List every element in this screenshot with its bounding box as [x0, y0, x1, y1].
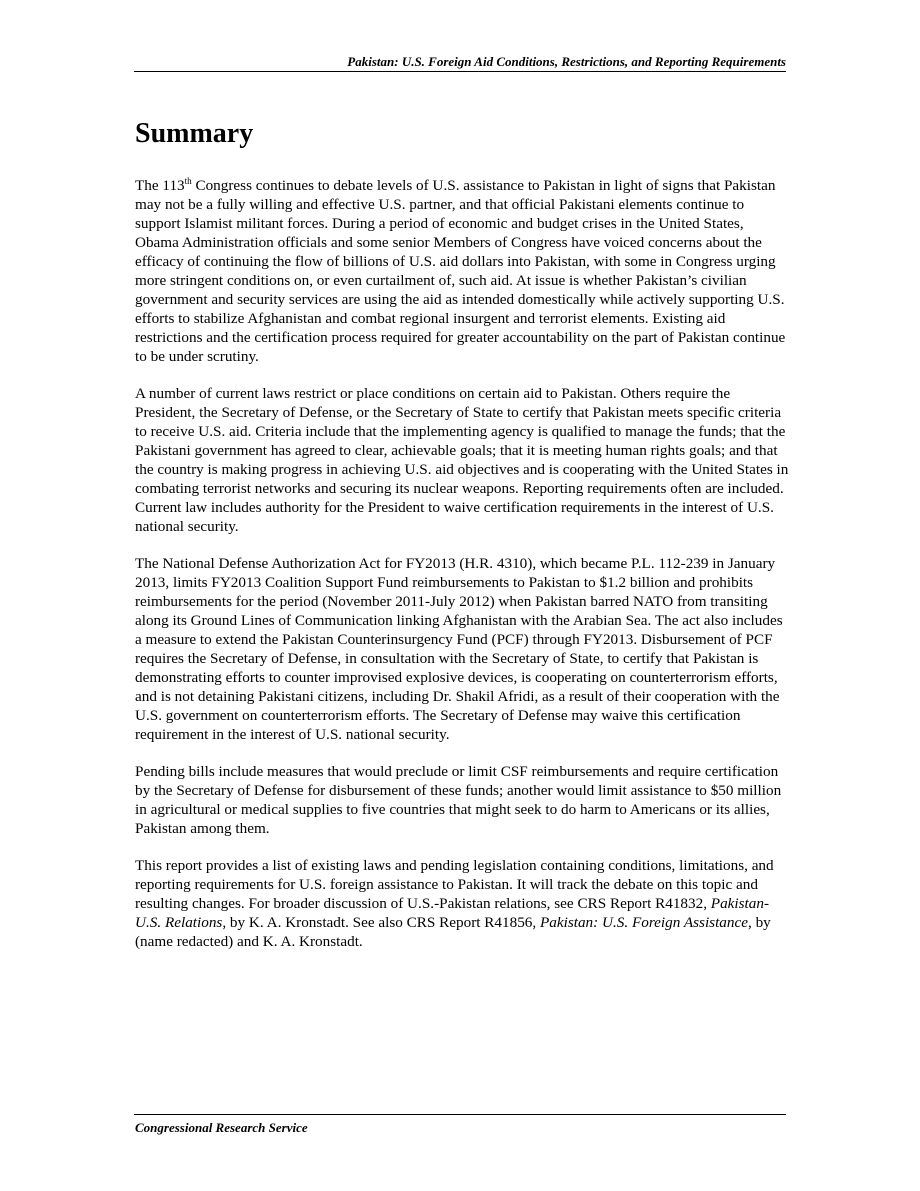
page-footer: Congressional Research Service [135, 1120, 308, 1135]
paragraph-5: This report provides a list of existing laws and pending legislation containing conditions, limitations, and reporting requirements for U.S. foreign assistance to Pakistan. It will track the debate on this topic and resulting changes. For broader discussion of U.S.-Pakistan relations, see CRS Report R41832, Pakistan-U.S. Relations, by K. A. Kronstadt. See also CRS Report R41856, Pakistan: U.S. Foreign Assistance, by (name redacted) and K. A. Kronstadt. [135, 857, 774, 950]
summary-body [135, 176, 790, 969]
paragraph-3: The National Defense Authorization Act for FY2013 (H.R. 4310), which became P.L. 112-239 in January 2013, limits FY2013 Coalition Support Fund reimbursements to Pakistan to $1.2 billion and prohibits reimbursements for the period (November 2011-July 2012) when Pakistan barred NATO from transiting along its Ground Lines of Communication linking Afghanistan with the Arabian Sea. The act also includes a measure to extend the Pakistan Counterinsurgency Fund (PCF) through FY2013. Disbursement of PCF requires the Secretary of Defense, in consultation with the Secretary of State, to certify that Pakistan is demonstrating efforts to counter improvised explosive devices, is cooperating on counterterrorism efforts, and is not detaining Pakistani citizens, including Dr. Shakil Afridi, as a result of their cooperation with the U.S. government on counterterrorism efforts. The Secretary of Defense may waive this certification requirement in the interest of U.S. national security. [135, 555, 783, 743]
page-title: Summary [135, 118, 254, 149]
report-title-pakistan-foreign-assistance: Pakistan: U.S. Foreign Assistance [540, 914, 748, 931]
report-title-pakistan-us-relations: Pakistan-U.S. Relations [135, 895, 770, 931]
paragraph-4: Pending bills include measures that would preclude or limit CSF reimbursements and require certification by the Secretary of Defense for disbursement of these funds; another would limit assistance to $50 million in agricultural or medical supplies to five countries that might seek to do harm to Americans or its allies, Pakistan among them. [135, 763, 782, 837]
running-header: Pakistan: U.S. Foreign Aid Conditions, Restrictions, and Reporting Requirements [134, 54, 786, 72]
paragraph-1: The 113th Congress continues to debate levels of U.S. assistance to Pakistan in light of signs that Pakistan may not be a fully willing and effective U.S. partner, and that official Pakistani elements continue to support Islamist militant forces. During a period of economic and budget crises in the United States, Obama Administration officials and some senior Members of Congress have voiced concerns about the efficacy of continuing the flow of billions of U.S. aid dollars into Pakistan, with some in Congress urging more stringent conditions on, or even curtailment of, such aid. At issue is whether Pakistan’s civilian government and security services are using the aid as intended domestically while actively supporting U.S. efforts to stabilize Afghanistan and combat regional insurgent and terrorist elements. Existing aid restrictions and the certification process required for greater accountability on the part of Pakistan continue to be under scrutiny. [135, 176, 786, 365]
footer-divider [134, 1114, 786, 1115]
paragraph-2: A number of current laws restrict or place conditions on certain aid to Pakistan. Others require the President, the Secretary of Defense, or the Secretary of State to certify that Pakistan meets specific criteria to receive U.S. aid. Criteria include that the implementing agency is qualified to manage the funds; that the Pakistani government has agreed to clear, achievable goals; that it is meeting human rights goals; and that the country is making progress in achieving U.S. aid objectives and is cooperating with the United States in combating terrorist networks and securing its nuclear weapons. Reporting requirements often are included. Current law includes authority for the President to waive certification requirements in the interest of U.S. national security. [135, 385, 789, 535]
